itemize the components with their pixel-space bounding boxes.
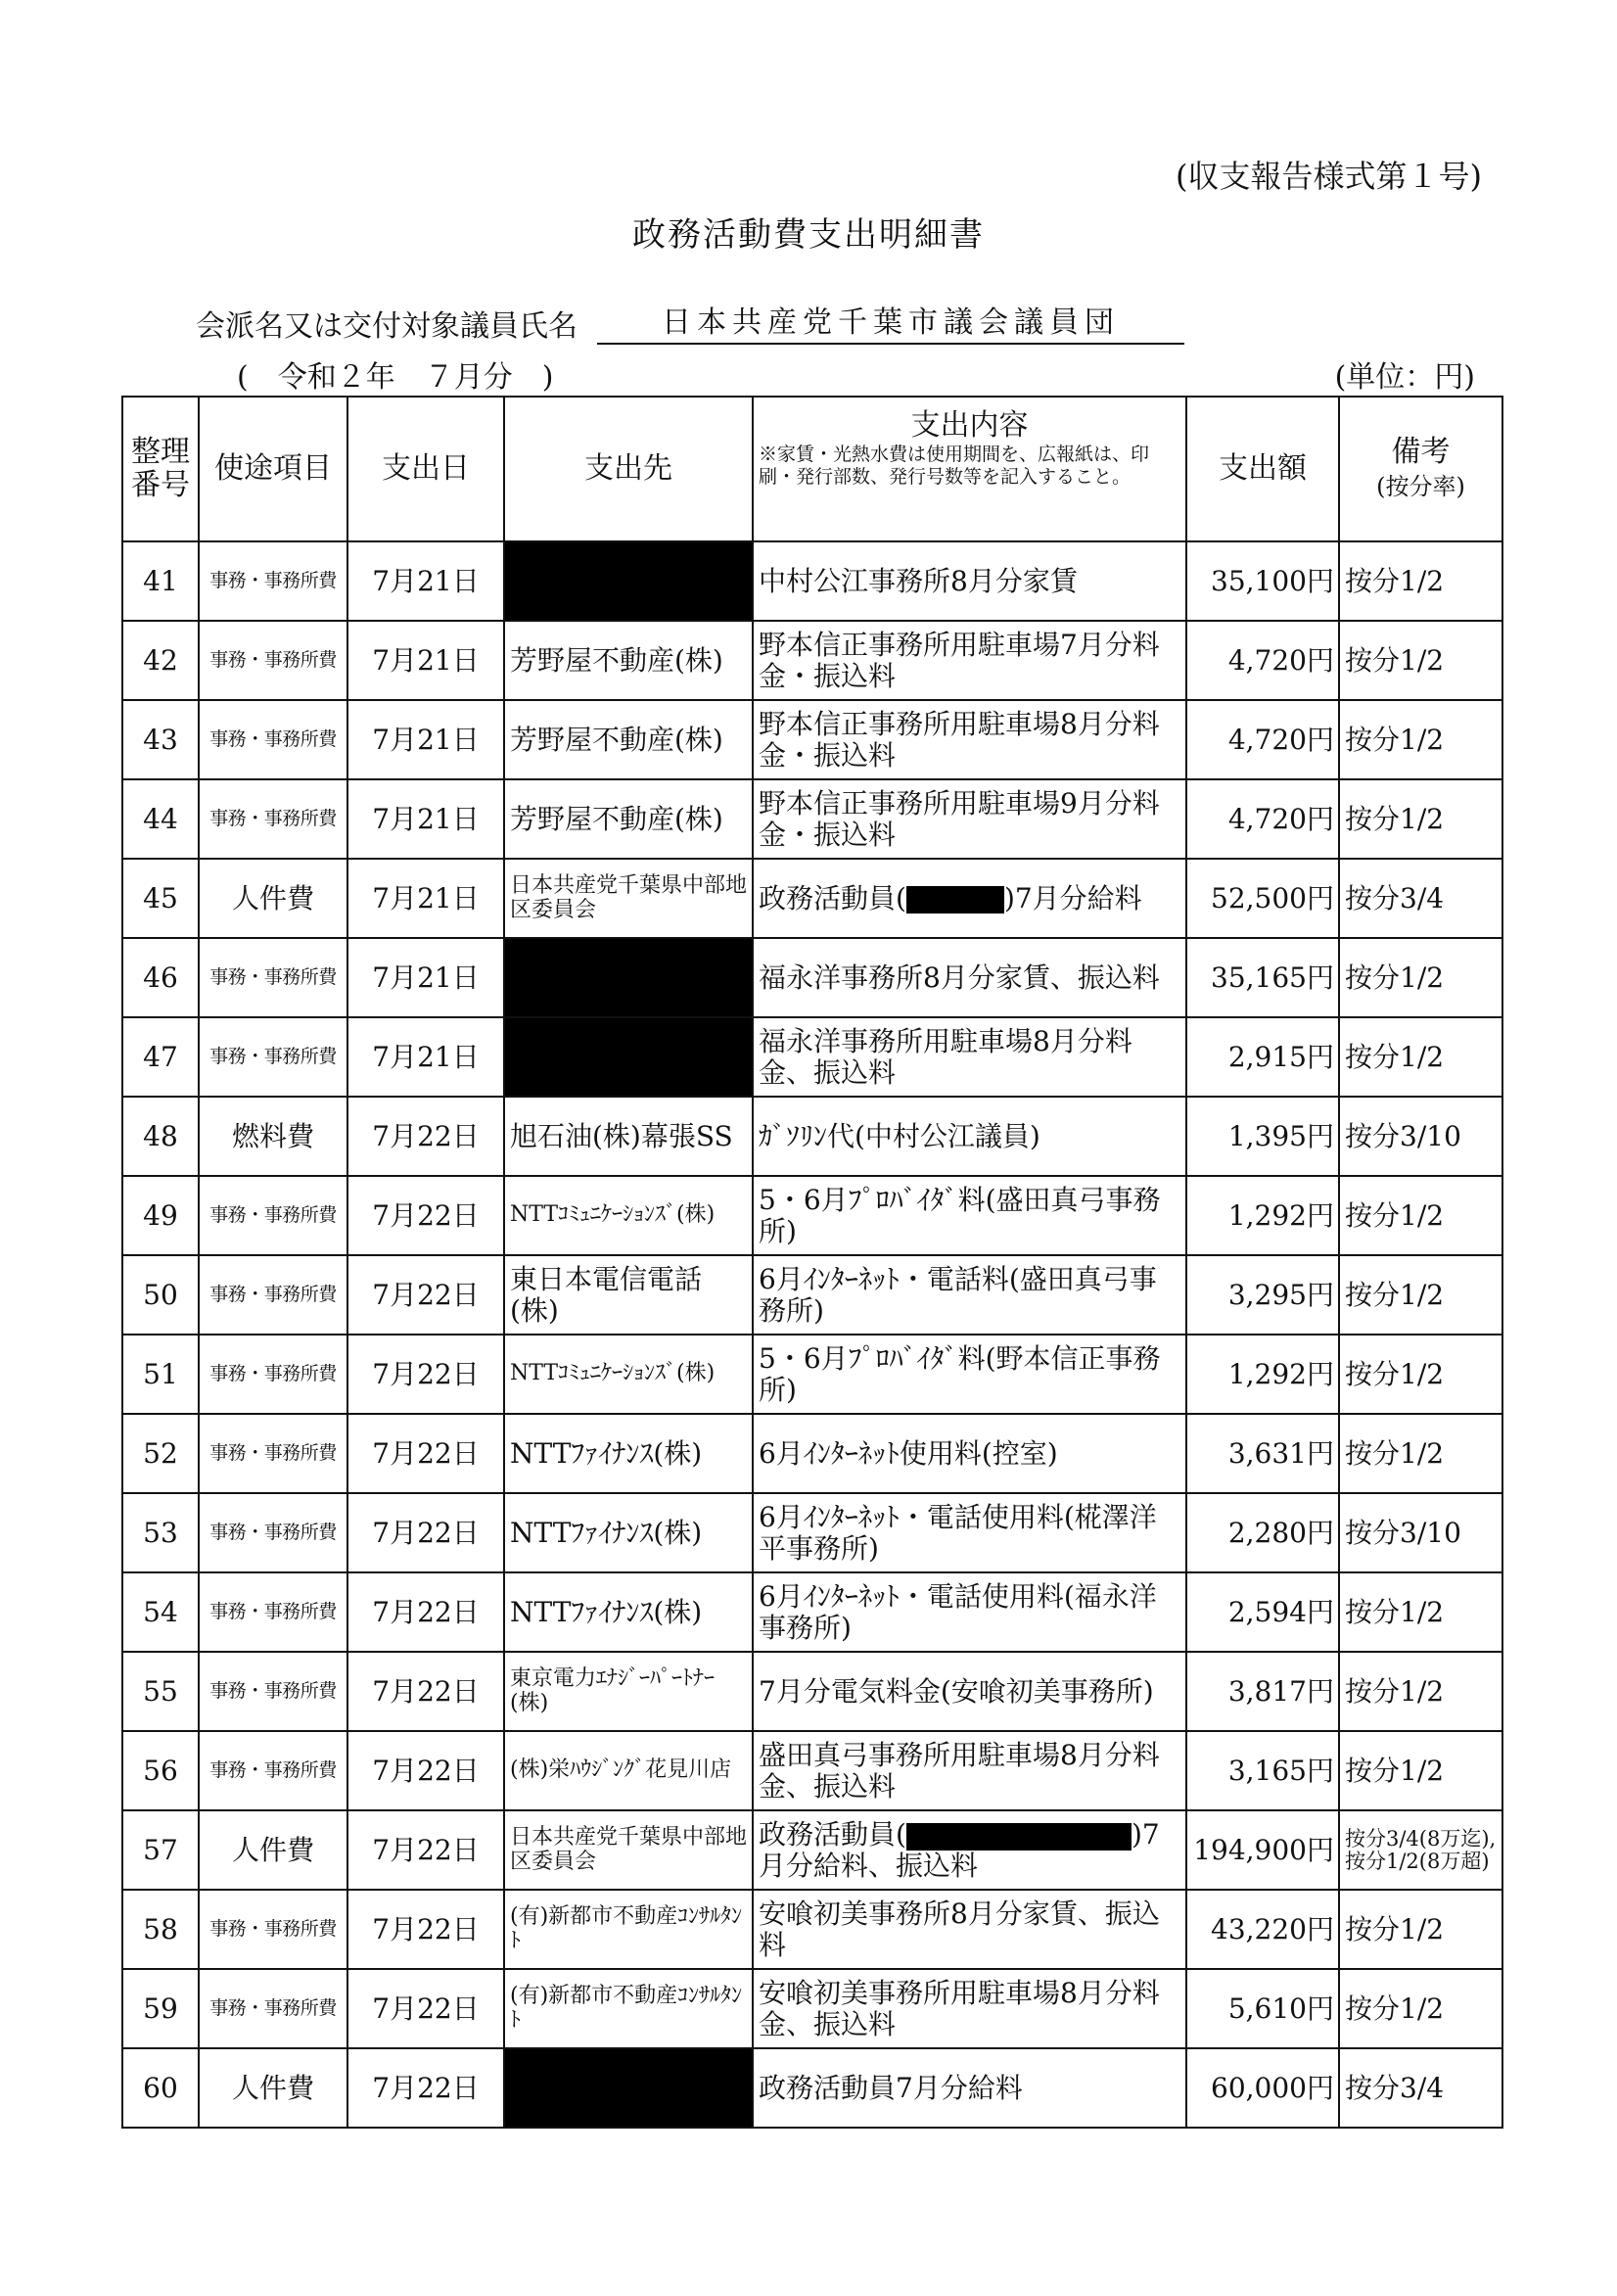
- row-category: 事務・事務所費: [199, 1572, 347, 1652]
- row-amount: 52,500円: [1186, 859, 1339, 938]
- row-remarks: 按分1/2: [1339, 1414, 1502, 1493]
- table-row: [122, 541, 1502, 621]
- row-category: 事務・事務所費: [199, 1890, 347, 1969]
- table-row: [122, 1176, 1502, 1255]
- row-description: [753, 1255, 1186, 1335]
- row-number: 41: [122, 541, 199, 621]
- row-payee-redacted: [504, 1017, 753, 1097]
- row-number: 53: [122, 1493, 199, 1572]
- row-description-text: 安喰初美事務所用駐車場8月分料金、振込料: [759, 1977, 1160, 2040]
- row-number: 42: [122, 621, 199, 700]
- row-number: 47: [122, 1017, 199, 1097]
- row-number: 55: [122, 1652, 199, 1731]
- row-payee: NTTｺﾐｭﾆｹｰｼｮﾝｽﾞ(株): [504, 1176, 753, 1255]
- group-row: [196, 298, 1184, 345]
- row-description: [753, 1810, 1186, 1890]
- row-amount: 2,915円: [1186, 1017, 1339, 1097]
- row-date: 7月22日: [347, 1097, 504, 1176]
- row-remarks: 按分1/2: [1339, 1731, 1502, 1810]
- row-description: [753, 1969, 1186, 2048]
- row-category: 人件費: [199, 2048, 347, 2128]
- header-remarks: [1339, 397, 1502, 541]
- row-description: [753, 779, 1186, 859]
- row-description-text: ｶﾞｿﾘﾝ代(中村公江議員): [759, 1119, 1040, 1152]
- row-amount: 4,720円: [1186, 700, 1339, 779]
- row-amount: 35,100円: [1186, 541, 1339, 621]
- expense-table: [121, 396, 1503, 2129]
- row-remarks: 按分1/2: [1339, 1176, 1502, 1255]
- row-category: 事務・事務所費: [199, 779, 347, 859]
- group-label: 会派名又は交付対象議員氏名: [196, 309, 578, 344]
- row-number: 48: [122, 1097, 199, 1176]
- row-description-text: 6月ｲﾝﾀｰﾈｯﾄ・電話使用料(福永洋事務所): [759, 1580, 1157, 1644]
- table-row: [122, 1652, 1502, 1731]
- header-number: 整理番号: [122, 397, 199, 541]
- row-number: 52: [122, 1414, 199, 1493]
- row-remarks: 按分1/2: [1339, 1969, 1502, 2048]
- header-content-note: ※家賃・光熱水費は使用期間を、広報紙は、印刷・発行部数、発行号数等を記入すること。: [759, 443, 1150, 489]
- row-payee-redacted: [504, 2048, 753, 2128]
- row-category: 事務・事務所費: [199, 1969, 347, 2048]
- header-remarks-sub: (按分率): [1376, 473, 1465, 500]
- row-amount: 3,295円: [1186, 1255, 1339, 1335]
- row-category: 人件費: [199, 859, 347, 938]
- row-description: [753, 1731, 1186, 1810]
- table-row: [122, 700, 1502, 779]
- table-row: [122, 1255, 1502, 1335]
- table-row: [122, 1493, 1502, 1572]
- header-content: [753, 397, 1186, 541]
- row-remarks: 按分3/4(8万迄),按分1/2(8万超): [1339, 1810, 1502, 1890]
- row-number: 60: [122, 2048, 199, 2128]
- row-description: [753, 859, 1186, 938]
- row-description-text: 安喰初美事務所8月分家賃、振込料: [759, 1898, 1160, 1961]
- row-description: [753, 541, 1186, 621]
- row-description: [753, 700, 1186, 779]
- row-number: 51: [122, 1335, 199, 1414]
- row-description-text: 野本信正事務所用駐車場8月分料金・振込料: [759, 708, 1160, 772]
- row-number: 43: [122, 700, 199, 779]
- row-description-text: 政務活動員(: [759, 1818, 906, 1851]
- row-date: 7月21日: [347, 541, 504, 621]
- row-category: 事務・事務所費: [199, 1176, 347, 1255]
- row-payee: 日本共産党千葉県中部地区委員会: [504, 859, 753, 938]
- row-category: 人件費: [199, 1810, 347, 1890]
- row-category: 事務・事務所費: [199, 1255, 347, 1335]
- row-remarks: 按分1/2: [1339, 1890, 1502, 1969]
- row-number: 50: [122, 1255, 199, 1335]
- row-description: [753, 1493, 1186, 1572]
- row-description: [753, 1890, 1186, 1969]
- row-description-text: 6月ｲﾝﾀｰﾈｯﾄ使用料(控室): [759, 1436, 1058, 1470]
- row-payee: 芳野屋不動産(株): [504, 779, 753, 859]
- row-description-suffix: )7月分給料、振込料: [759, 1818, 1160, 1882]
- row-remarks: 按分1/2: [1339, 1255, 1502, 1335]
- row-amount: 3,817円: [1186, 1652, 1339, 1731]
- row-category: 事務・事務所費: [199, 541, 347, 621]
- row-date: 7月22日: [347, 1335, 504, 1414]
- row-category: 事務・事務所費: [199, 1731, 347, 1810]
- row-description-suffix: )7月分給料: [1003, 881, 1142, 914]
- row-description-text: 中村公江事務所8月分家賃: [759, 564, 1078, 597]
- row-remarks: 按分3/4: [1339, 2048, 1502, 2128]
- row-payee: 東日本電信電話(株): [504, 1255, 753, 1335]
- row-description: [753, 621, 1186, 700]
- row-description-text: 政務活動員7月分給料: [759, 2071, 1023, 2104]
- row-description: [753, 1572, 1186, 1652]
- row-description: [753, 1414, 1186, 1493]
- row-payee: NTTｺﾐｭﾆｹｰｼｮﾝｽﾞ(株): [504, 1335, 753, 1414]
- row-description-text: 7月分電気料金(安喰初美事務所): [759, 1674, 1154, 1708]
- row-amount: 5,610円: [1186, 1969, 1339, 2048]
- form-number: (収支報告様式第１号): [1176, 158, 1482, 195]
- row-date: 7月22日: [347, 1414, 504, 1493]
- table-row: [122, 2048, 1502, 2128]
- row-remarks: 按分1/2: [1339, 1017, 1502, 1097]
- table-header-row: [122, 397, 1502, 541]
- redaction-block: [906, 886, 1004, 914]
- row-payee: (有)新都市不動産ｺﾝｻﾙﾀﾝﾄ: [504, 1969, 753, 2048]
- row-description-text: 盛田真弓事務所用駐車場8月分料金、振込料: [759, 1739, 1160, 1803]
- table-row: [122, 621, 1502, 700]
- table-row: [122, 1335, 1502, 1414]
- table-row: [122, 1731, 1502, 1810]
- row-payee: 東京電力ｴﾅｼﾞｰﾊﾟｰﾄﾅｰ(株): [504, 1652, 753, 1731]
- row-number: 59: [122, 1969, 199, 2048]
- row-remarks: 按分1/2: [1339, 700, 1502, 779]
- row-remarks: 按分3/10: [1339, 1493, 1502, 1572]
- row-number: 57: [122, 1810, 199, 1890]
- row-remarks: 按分1/2: [1339, 779, 1502, 859]
- row-description-text: 福永洋事務所用駐車場8月分料金、振込料: [759, 1025, 1132, 1089]
- row-date: 7月22日: [347, 1572, 504, 1652]
- row-date: 7月21日: [347, 859, 504, 938]
- row-amount: 3,631円: [1186, 1414, 1339, 1493]
- row-category: 事務・事務所費: [199, 1017, 347, 1097]
- row-description-text: 福永洋事務所8月分家賃、振込料: [759, 961, 1160, 994]
- page-title: 政務活動費支出明細書: [632, 215, 985, 255]
- row-description: [753, 1176, 1186, 1255]
- header-date: 支出日: [347, 397, 504, 541]
- table-row: [122, 859, 1502, 938]
- row-description-text: 野本信正事務所用駐車場7月分料金・振込料: [759, 629, 1160, 692]
- row-description: [753, 938, 1186, 1017]
- row-payee: NTTﾌｧｲﾅﾝｽ(株): [504, 1414, 753, 1493]
- row-date: 7月21日: [347, 700, 504, 779]
- row-description-text: 野本信正事務所用駐車場9月分料金・振込料: [759, 787, 1160, 851]
- row-amount: 4,720円: [1186, 779, 1339, 859]
- table-row: [122, 1890, 1502, 1969]
- row-date: 7月22日: [347, 1255, 504, 1335]
- row-number: 46: [122, 938, 199, 1017]
- row-date: 7月22日: [347, 1652, 504, 1731]
- row-date: 7月22日: [347, 1890, 504, 1969]
- unit-label: (単位：円): [1334, 360, 1475, 395]
- table-row: [122, 1414, 1502, 1493]
- table-body: [122, 541, 1502, 2128]
- row-description-text: 6月ｲﾝﾀｰﾈｯﾄ・電話料(盛田真弓事務所): [759, 1263, 1157, 1327]
- header-remarks-label: 備考: [1391, 434, 1451, 469]
- row-payee-redacted: [504, 541, 753, 621]
- row-amount: 2,280円: [1186, 1493, 1339, 1572]
- row-amount: 4,720円: [1186, 621, 1339, 700]
- row-payee: (有)新都市不動産ｺﾝｻﾙﾀﾝﾄ: [504, 1890, 753, 1969]
- table-row: [122, 1097, 1502, 1176]
- group-name: 日本共産党千葉市議会議員団: [597, 298, 1184, 345]
- header-payee: 支出先: [504, 397, 753, 541]
- table-row: [122, 1969, 1502, 2048]
- row-payee: (株)栄ﾊｳｼﾞﾝｸﾞ花見川店: [504, 1731, 753, 1810]
- row-date: 7月22日: [347, 2048, 504, 2128]
- row-category: 燃料費: [199, 1097, 347, 1176]
- row-payee-redacted: [504, 938, 753, 1017]
- row-date: 7月22日: [347, 1731, 504, 1810]
- row-date: 7月21日: [347, 621, 504, 700]
- row-description: [753, 2048, 1186, 2128]
- row-amount: 60,000円: [1186, 2048, 1339, 2128]
- row-remarks: 按分1/2: [1339, 1572, 1502, 1652]
- table-row: [122, 1810, 1502, 1890]
- row-remarks: 按分1/2: [1339, 541, 1502, 621]
- row-date: 7月21日: [347, 1017, 504, 1097]
- table-row: [122, 1572, 1502, 1652]
- row-category: 事務・事務所費: [199, 1652, 347, 1731]
- row-category: 事務・事務所費: [199, 1335, 347, 1414]
- table-row: [122, 1017, 1502, 1097]
- header-category: 使途項目: [199, 397, 347, 541]
- row-payee: NTTﾌｧｲﾅﾝｽ(株): [504, 1572, 753, 1652]
- table-row: [122, 938, 1502, 1017]
- row-amount: 1,292円: [1186, 1176, 1339, 1255]
- row-payee: 芳野屋不動産(株): [504, 700, 753, 779]
- row-number: 49: [122, 1176, 199, 1255]
- row-remarks: 按分1/2: [1339, 621, 1502, 700]
- row-category: 事務・事務所費: [199, 700, 347, 779]
- table-row: [122, 779, 1502, 859]
- row-remarks: 按分1/2: [1339, 1335, 1502, 1414]
- row-payee: 日本共産党千葉県中部地区委員会: [504, 1810, 753, 1890]
- row-date: 7月21日: [347, 779, 504, 859]
- row-description: [753, 1017, 1186, 1097]
- row-payee: NTTﾌｧｲﾅﾝｽ(株): [504, 1493, 753, 1572]
- row-amount: 35,165円: [1186, 938, 1339, 1017]
- row-date: 7月21日: [347, 938, 504, 1017]
- row-category: 事務・事務所費: [199, 1493, 347, 1572]
- row-date: 7月22日: [347, 1493, 504, 1572]
- redaction-block: [906, 1823, 1132, 1851]
- row-payee: 芳野屋不動産(株): [504, 621, 753, 700]
- row-amount: 3,165円: [1186, 1731, 1339, 1810]
- row-amount: 1,292円: [1186, 1335, 1339, 1414]
- row-amount: 1,395円: [1186, 1097, 1339, 1176]
- row-remarks: 按分1/2: [1339, 1652, 1502, 1731]
- row-description-text: 5・6月ﾌﾟﾛﾊﾞｲﾀﾞ料(野本信正事務所): [759, 1342, 1161, 1406]
- row-description-text: 6月ｲﾝﾀｰﾈｯﾄ・電話使用料(椛澤洋平事務所): [759, 1501, 1157, 1565]
- row-category: 事務・事務所費: [199, 1414, 347, 1493]
- row-remarks: 按分3/10: [1339, 1097, 1502, 1176]
- row-category: 事務・事務所費: [199, 621, 347, 700]
- row-payee: 旭石油(株)幕張SS: [504, 1097, 753, 1176]
- row-description-text: 政務活動員(: [759, 881, 906, 914]
- row-remarks: 按分1/2: [1339, 938, 1502, 1017]
- row-description: [753, 1652, 1186, 1731]
- row-date: 7月22日: [347, 1969, 504, 2048]
- row-remarks: 按分3/4: [1339, 859, 1502, 938]
- period: ( 令和２年 ７月分 ): [237, 360, 554, 395]
- row-date: 7月22日: [347, 1810, 504, 1890]
- row-number: 45: [122, 859, 199, 938]
- row-category: 事務・事務所費: [199, 938, 347, 1017]
- row-description: [753, 1335, 1186, 1414]
- row-amount: 43,220円: [1186, 1890, 1339, 1969]
- row-number: 56: [122, 1731, 199, 1810]
- row-number: 58: [122, 1890, 199, 1969]
- header-amount: 支出額: [1186, 397, 1339, 541]
- row-number: 54: [122, 1572, 199, 1652]
- header-content-label: 支出内容: [910, 408, 1029, 443]
- row-number: 44: [122, 779, 199, 859]
- row-description-text: 5・6月ﾌﾟﾛﾊﾞｲﾀﾞ料(盛田真弓事務所): [759, 1184, 1161, 1247]
- row-amount: 194,900円: [1186, 1810, 1339, 1890]
- row-date: 7月22日: [347, 1176, 504, 1255]
- row-amount: 2,594円: [1186, 1572, 1339, 1652]
- row-description: [753, 1097, 1186, 1176]
